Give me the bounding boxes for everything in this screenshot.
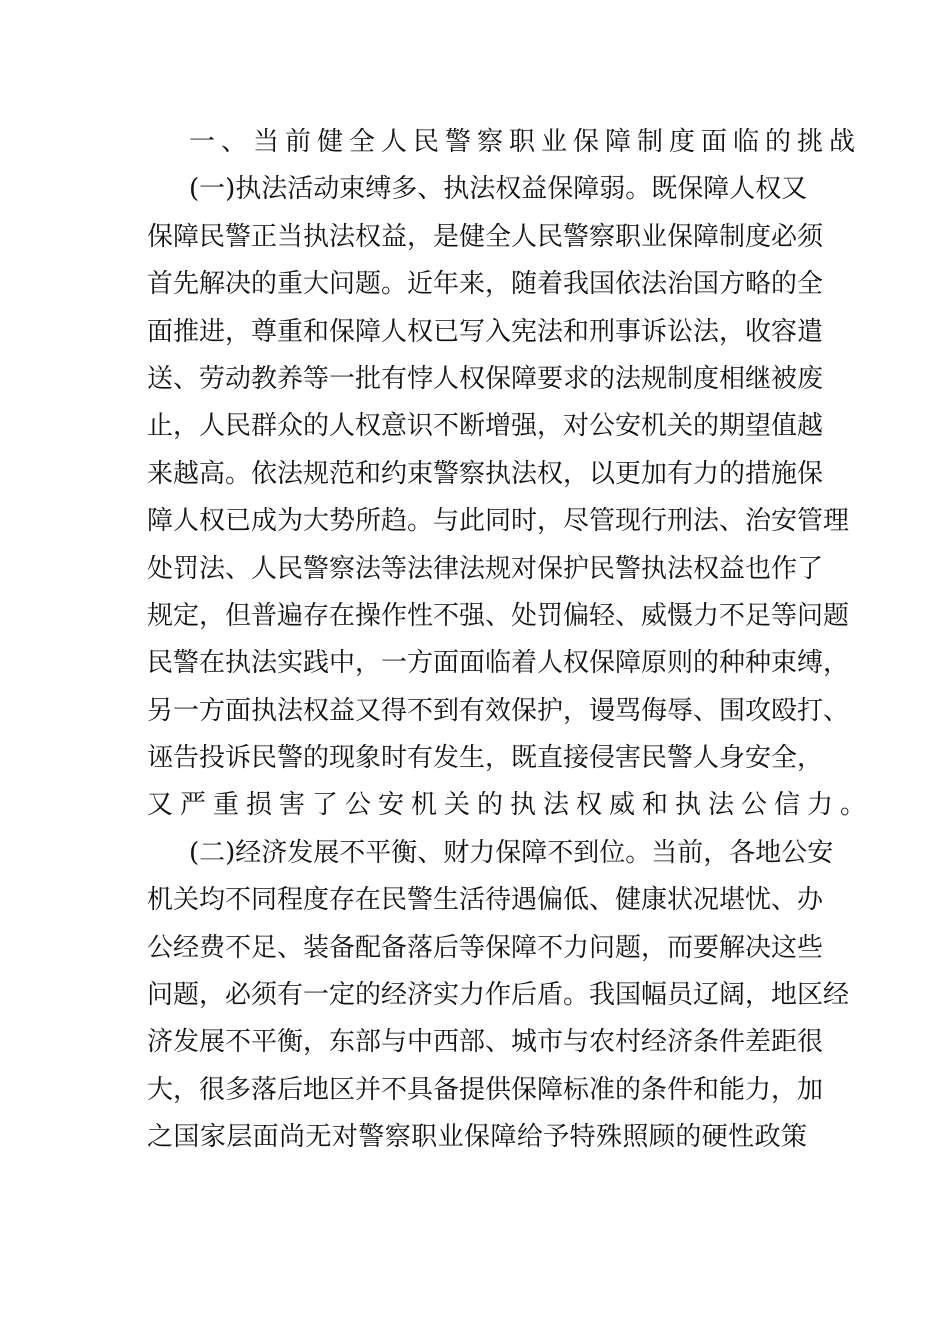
- text-line: 首先解决的重大问题。近年来，随着我国依法治国方略的全: [147, 269, 824, 300]
- paragraph-2: [147, 835, 850, 1167]
- paragraph-1: [147, 171, 874, 834]
- text-line: 来越高。依法规范和约束警察执法权，以更加有力的措施保: [147, 458, 824, 489]
- text-line: 机关均不同程度存在民警生活待遇偏低、健康状况堪忧、办: [147, 885, 824, 916]
- text-line: 问题，必须有一定的经济实力作后盾。我国幅员辽阔，地区经: [147, 980, 850, 1011]
- text-line: 又严重损害了公安机关的执法权威和执法公信力。: [147, 790, 874, 821]
- text-line: 大，很多落后地区并不具备提供保障标准的条件和能力，加: [147, 1074, 824, 1105]
- document-page: [147, 124, 874, 1167]
- text-line: 诬告投诉民警的现象时有发生，既直接侵害民警人身安全，: [147, 743, 824, 774]
- text-line: 保障民警正当执法权益，是健全人民警察职业保障制度必须: [147, 221, 824, 252]
- text-line: 障人权已成为大势所趋。与此同时，尽管现行刑法、治安管理: [147, 506, 850, 537]
- text-line: 规定，但普遍存在操作性不强、处罚偏轻、威慑力不足等问题: [147, 600, 850, 631]
- text-line: 面推进，尊重和保障人权已写入宪法和刑事诉讼法，收容遣: [147, 316, 824, 347]
- section-heading: 一、当前健全人民警察职业保障制度面临的挑战: [189, 127, 862, 157]
- text-line: (一)执法活动束缚多、执法权益保障弱。既保障人权又: [189, 174, 808, 205]
- text-line: 止，人民群众的人权意识不断增强，对公安机关的期望值越: [147, 411, 824, 442]
- text-line: 公经费不足、装备配备落后等保障不力问题，而要解决这些: [147, 932, 824, 963]
- text-line: 民警在执法实践中，一方面面临着人权保障原则的种种束缚，: [147, 648, 850, 679]
- text-line: 另一方面执法权益又得不到有效保护，谩骂侮辱、围攻殴打、: [147, 695, 850, 726]
- text-line: 送、劳动教养等一批有悖人权保障要求的法规制度相继被废: [147, 363, 824, 394]
- text-line: 济发展不平衡，东部与中西部、城市与农村经济条件差距很: [147, 1027, 824, 1058]
- text-line: (二)经济发展不平衡、财力保障不到位。当前，各地公安: [189, 837, 834, 868]
- text-line: 处罚法、人民警察法等法律法规对保护民警执法权益也作了: [147, 553, 824, 584]
- text-line: 之国家层面尚无对警察职业保障给予特殊照顾的硬性政策: [147, 1122, 807, 1153]
